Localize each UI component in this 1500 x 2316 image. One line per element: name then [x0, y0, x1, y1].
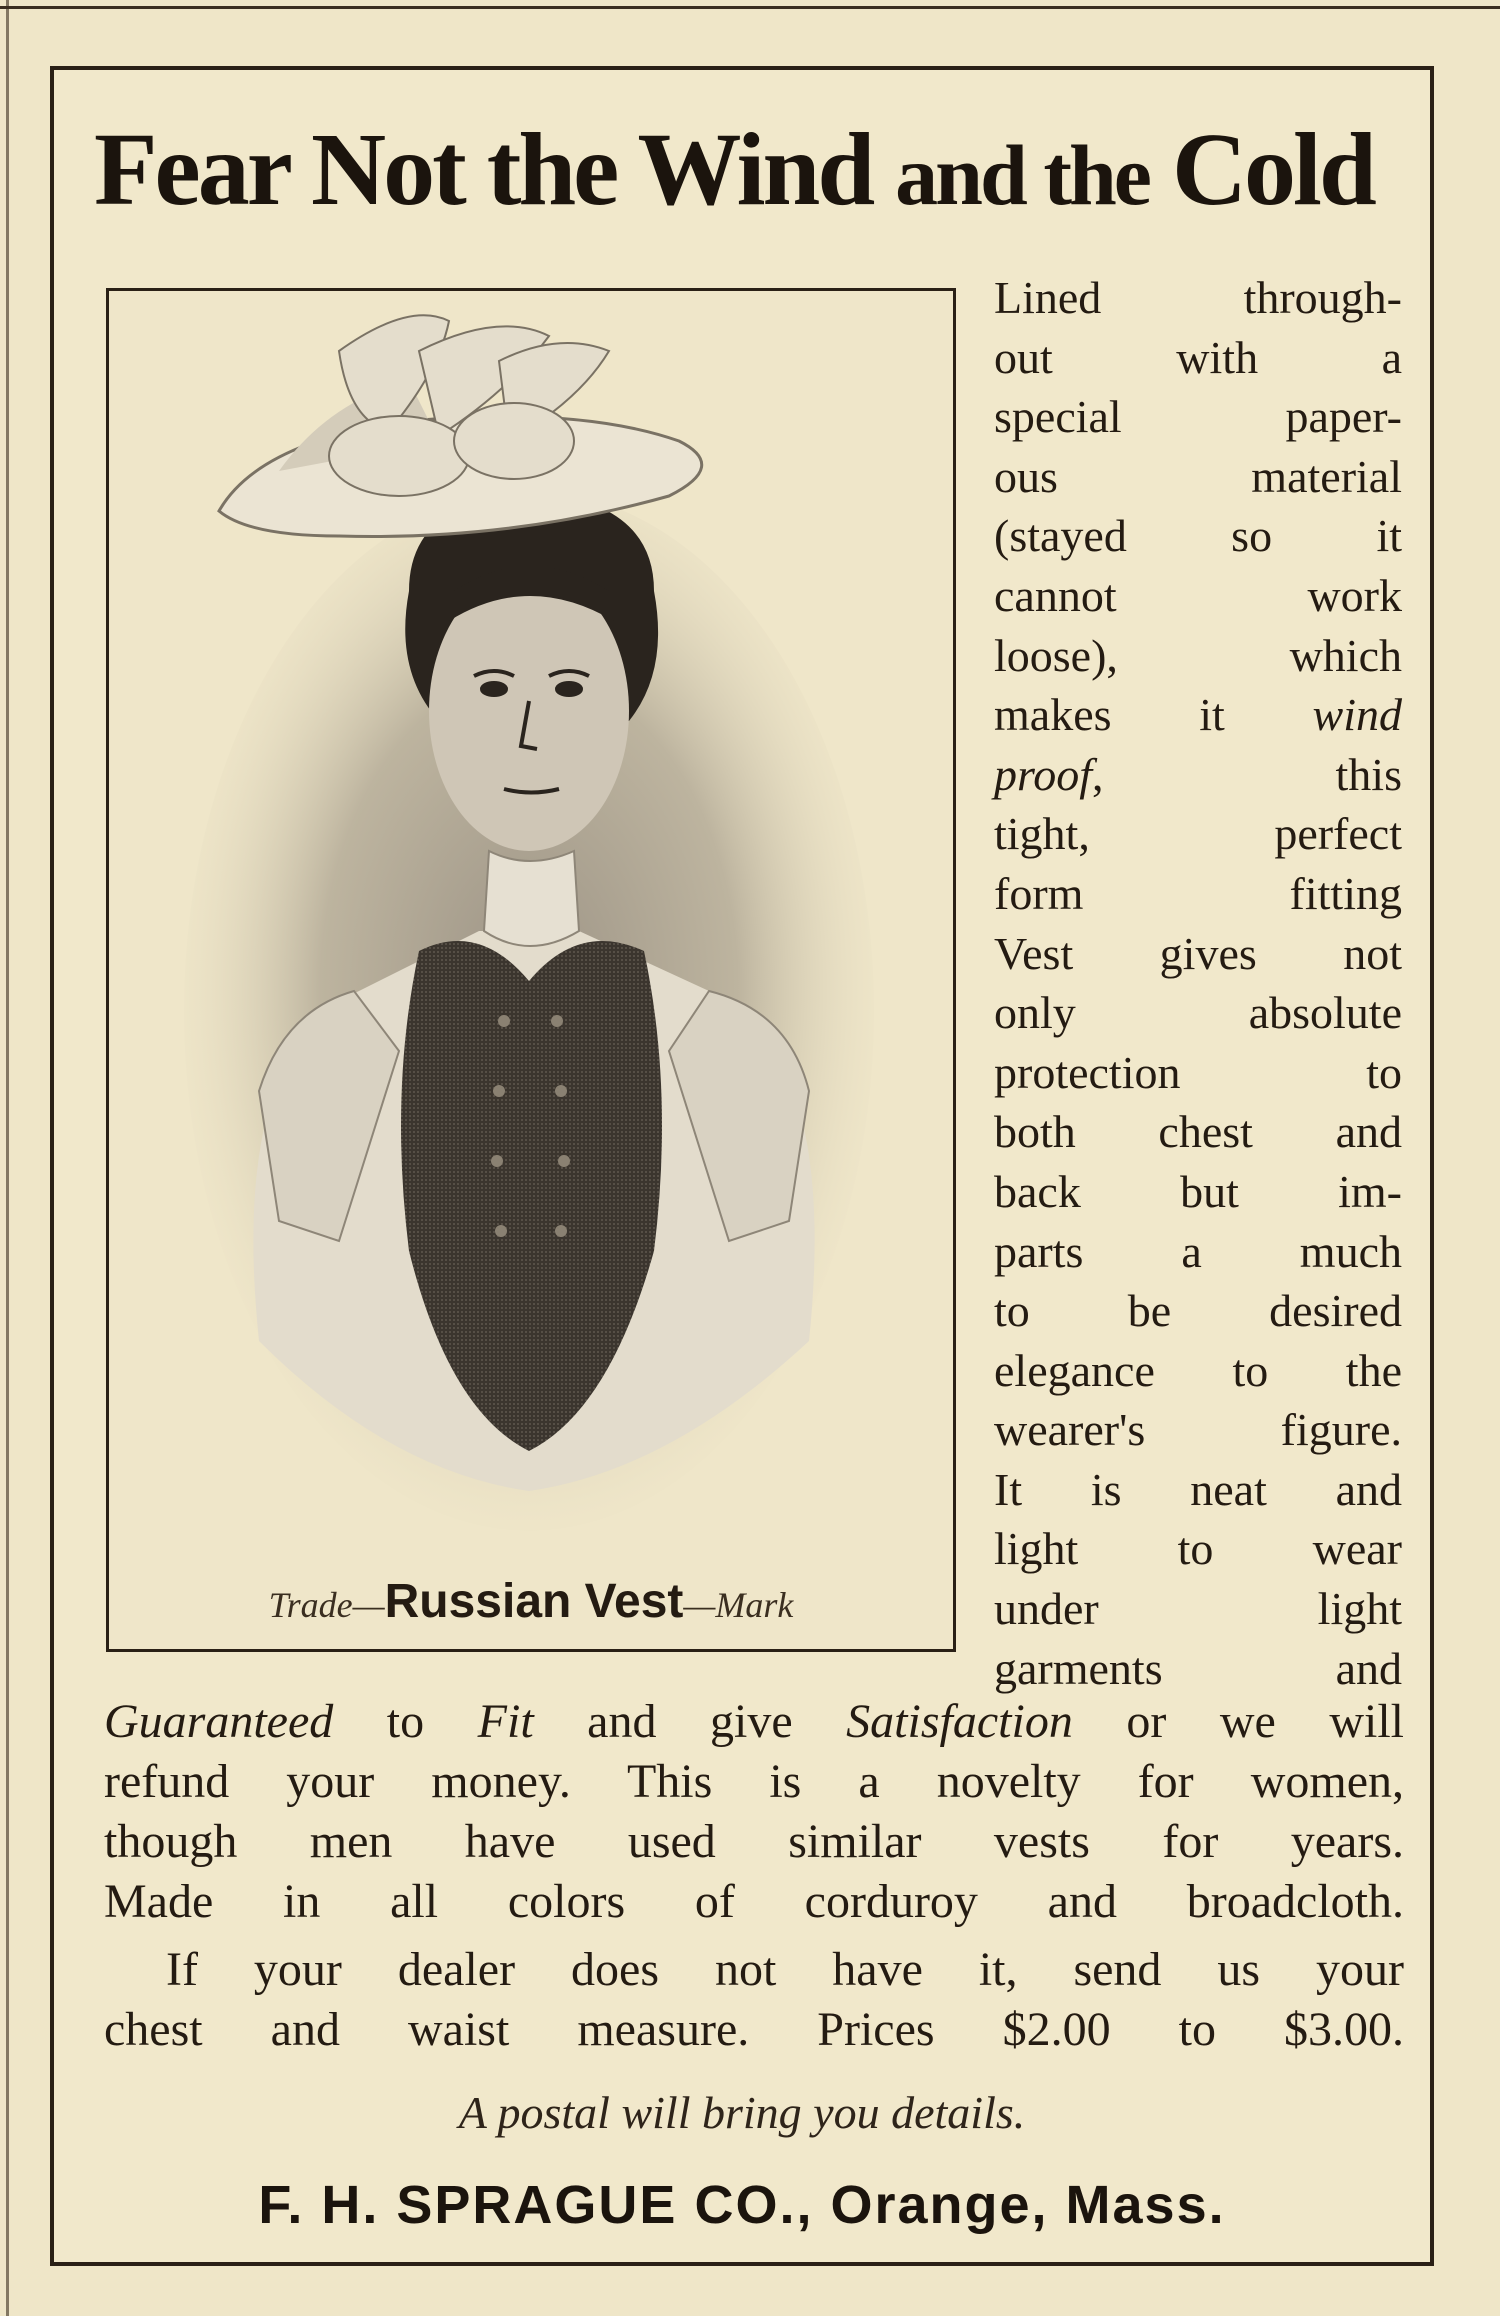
- side-text-line: [994, 268, 1402, 328]
- side-text-line: [994, 1519, 1402, 1579]
- text-run: though men have used similar vests for years.: [104, 1815, 1404, 1868]
- page-top-rule: [0, 6, 1500, 9]
- side-text-line: [994, 387, 1402, 447]
- product-illustration-box: [106, 288, 956, 1652]
- side-text-line: [994, 566, 1402, 626]
- advertisement-frame: [50, 66, 1434, 2266]
- text-run: makes it: [994, 689, 1313, 741]
- text-run: (stayed so it: [994, 510, 1402, 562]
- side-column-text: [994, 268, 1402, 1698]
- side-text-line: [994, 1222, 1402, 1282]
- text-run: both chest and: [994, 1106, 1402, 1158]
- italic-text-run: wind: [1312, 689, 1402, 741]
- text-run: tight, perfect: [994, 808, 1402, 860]
- side-text-line: [994, 1102, 1402, 1162]
- text-run: parts a much: [994, 1225, 1402, 1277]
- side-text-line: [994, 1281, 1402, 1341]
- side-text-line: [994, 745, 1402, 805]
- side-text-line: [994, 804, 1402, 864]
- side-text-line: [994, 924, 1402, 984]
- body-text-line: [104, 1940, 1404, 2000]
- text-run: back but im-: [994, 1165, 1402, 1217]
- text-run: out with a: [994, 331, 1402, 383]
- text-run: Lined through-: [994, 272, 1402, 323]
- text-run: protection to: [994, 1046, 1402, 1098]
- text-run: Made in all colors of corduroy and broadcloth.: [104, 1875, 1404, 1928]
- text-run: wearer's figure.: [994, 1404, 1402, 1456]
- side-text-line: [994, 506, 1402, 566]
- headline-end: Cold: [1171, 112, 1374, 227]
- italic-text-run: Fit: [477, 1695, 534, 1748]
- text-run: cannot work: [994, 569, 1402, 621]
- headline-small: and the: [895, 127, 1149, 223]
- text-run: to be desired: [994, 1285, 1402, 1337]
- text-run: It is neat and: [994, 1463, 1402, 1515]
- body-text-line: [104, 1872, 1404, 1932]
- italic-text-run: Guaranteed: [104, 1695, 334, 1748]
- text-run: , this: [1091, 748, 1402, 800]
- side-text-line: [994, 685, 1402, 745]
- body-text-line: [104, 1692, 1404, 1752]
- side-text-line: [994, 1162, 1402, 1222]
- body-text-line: [104, 2000, 1404, 2060]
- text-run: If your dealer does not have it, send us your: [166, 1943, 1404, 1996]
- caption-mark: —Mark: [683, 1585, 794, 1625]
- paragraph-gap: [104, 1932, 1404, 1940]
- high-collar: [484, 851, 579, 946]
- text-run: form fitting: [994, 867, 1402, 919]
- text-run: light to wear: [994, 1523, 1402, 1575]
- side-text-line: [994, 1400, 1402, 1460]
- text-run: loose), which: [994, 629, 1402, 681]
- side-text-line: [994, 1341, 1402, 1401]
- text-run: elegance to the: [994, 1344, 1402, 1396]
- ad-headline: [94, 112, 1404, 227]
- italic-text-run: proof: [994, 748, 1092, 800]
- text-run: to: [333, 1695, 478, 1748]
- side-text-line: [994, 1579, 1402, 1639]
- page-left-rule: [6, 0, 9, 2316]
- text-run: chest and waist measure. Prices $2.00 to $3.00.: [104, 2003, 1404, 2056]
- text-run: under light: [994, 1583, 1402, 1635]
- text-run: Vest gives not: [994, 927, 1402, 979]
- postal-line: A postal will bring you details.: [458, 2087, 1026, 2138]
- side-text-line: [994, 1460, 1402, 1520]
- side-text-line: [994, 626, 1402, 686]
- side-text-line: [994, 1639, 1402, 1699]
- text-run: or we will: [1072, 1695, 1405, 1748]
- body-text: [104, 1692, 1404, 2060]
- body-text-line: [104, 1752, 1404, 1812]
- woman-in-vest-illustration: [109, 291, 953, 1649]
- side-text-line: [994, 328, 1402, 388]
- body-text-line: [104, 1812, 1404, 1872]
- side-text-line: [994, 1043, 1402, 1103]
- caption-product-name: Russian Vest: [384, 1575, 684, 1628]
- side-text-line: [994, 447, 1402, 507]
- text-run: only absolute: [994, 987, 1402, 1039]
- text-run: refund your money. This is a novelty for women,: [104, 1755, 1404, 1808]
- text-run: and give: [533, 1695, 847, 1748]
- caption-trade: Trade—: [268, 1585, 385, 1625]
- text-run: ous material: [994, 450, 1402, 502]
- company-address: F. H. SPRAGUE CO., Orange, Mass.: [258, 2175, 1226, 2235]
- text-run: garments and: [994, 1642, 1402, 1694]
- side-text-line: [994, 983, 1402, 1043]
- italic-text-run: Satisfaction: [846, 1695, 1073, 1748]
- text-run: special paper-: [994, 391, 1402, 443]
- trademark-caption: [109, 1574, 953, 1629]
- side-text-line: [994, 864, 1402, 924]
- headline-main: Fear Not the Wind: [94, 112, 873, 227]
